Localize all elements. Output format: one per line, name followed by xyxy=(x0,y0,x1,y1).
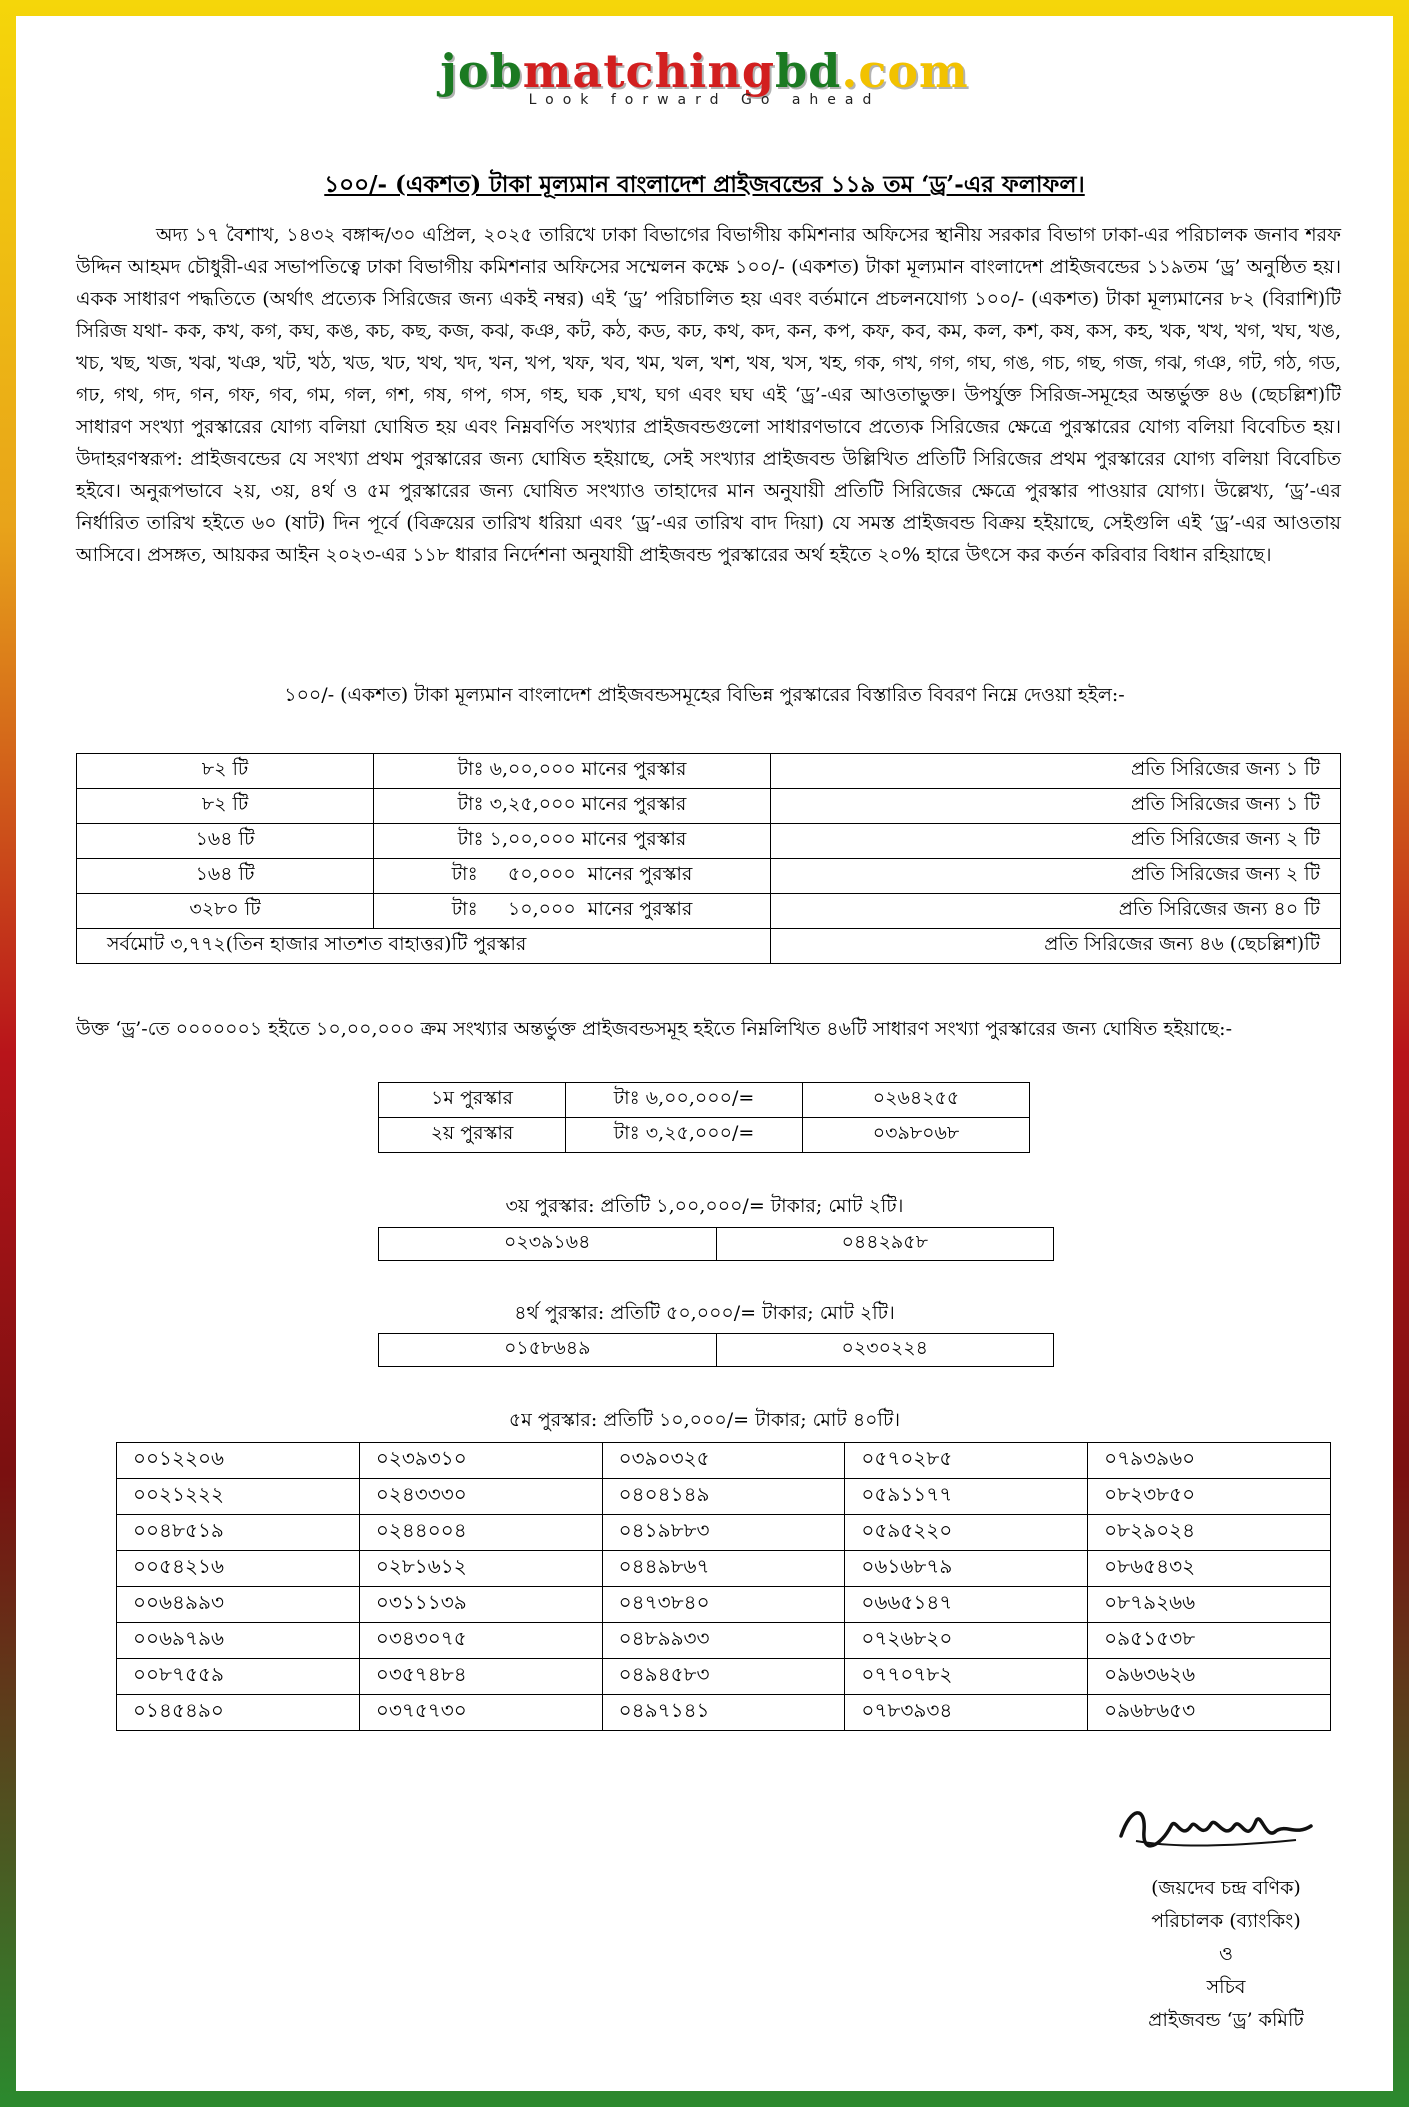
fourth-prize-table xyxy=(378,1333,1054,1367)
prize-count: ৮২ টি xyxy=(77,789,374,824)
signatory-committee: প্রাইজবন্ড ‘ড্র’ কমিটি xyxy=(1148,2009,1304,2031)
signatory-block xyxy=(1096,1872,1356,2037)
prize-value: টাঃ ১০,০০০ মানের পুরস্কার xyxy=(374,894,771,929)
winning-number: ০৮২৯০২৪ xyxy=(1088,1515,1331,1551)
table-row xyxy=(77,824,1341,859)
table-row xyxy=(77,754,1341,789)
signatory-and: ও xyxy=(1219,1943,1233,1965)
winning-number: ০২৩৯৩১০ xyxy=(359,1443,602,1479)
logo-wordmark xyxy=(16,44,1393,98)
logo-part-job: job xyxy=(440,44,523,98)
winning-number: ০৪৭৩৮৪০ xyxy=(602,1587,845,1623)
winning-number: ০২৩০২২৪ xyxy=(716,1334,1054,1367)
prize-per-series: প্রতি সিরিজের জন্য ৪০ টি xyxy=(771,894,1341,929)
intro-paragraph: অদ্য ১৭ বৈশাখ, ১৪৩২ বঙ্গাব্দ/৩০ এপ্রিল, ২০২৫ তারিখে ঢাকা বিভাগের বিভাগীয় কমিশনার অফিসের স্থানীয় সরকার বিভাগ ঢাকা-এর পরিচালক জনাব শরফ উদ্দিন আহমদ চৌধুরী-এর সভাপতিত্বে ঢাকা বিভাগীয় কমিশনার অফিসের সম্মেলন কক্ষে ১০০/- (একশত) টাকা মূল্যমান বাংলাদেশ প্রাইজবন্ডের ১১৯তম ‘ড্র’ অনুষ্ঠিত হয়। একক সাধারণ পদ্ধতিতে (অর্থাৎ প্রত্যেক সিরিজের জন্য একই নম্বর) এই ‘ড্র’ পরিচালিত হয় এবং বর্তমানে প্রচলনযোগ্য ১০০/- (একশত) টাকা মূল্যমানের ৮২ (বিরাশি)টি সিরিজ যথা- কক, কখ, কগ, কঘ, কঙ, কচ, কছ, কজ, কঝ, কঞ, কট, কঠ, কড, কঢ, কথ, কদ, কন, কপ, কফ, কব, কম, কল, কশ, কষ, কস, কহ, খক, খখ, খগ, খঘ, খঙ, খচ, খছ, খজ, খঝ, খঞ, খট, খঠ, খড, খঢ, খথ, খদ, খন, খপ, খফ, খব, খম, খল, খশ, খষ, খস, খহ, গক, গখ, গগ, গঘ, গঙ, গচ, গছ, গজ, গঝ, গঞ, গট, গঠ, গড, গঢ, গথ, গদ, গন, গফ, গব, গম, গল, গশ, গষ, গপ, গস, গহ, ঘক ,ঘখ, ঘগ এবং ঘঘ এই ‘ড্র’-এর আওতাভুক্ত। উপর্যুক্ত সিরিজ-সমূহের অন্তর্ভুক্ত ৪৬ (ছেচল্লিশ)টি সাধারণ সংখ্যা পুরস্কারের যোগ্য বলিয়া ঘোষিত হয় এবং নিম্নবর্ণিত সংখ্যার প্রাইজবন্ডগুলো সাধারণভাবে প্রত্যেক সিরিজের ক্ষেত্রে পুরস্কারের যোগ্য বলিয়া বিবেচিত হয়। উদাহরণস্বরূপ: প্রাইজবন্ডের যে সংখ্যা প্রথম পুরস্কারের জন্য ঘোষিত হইয়াছে, সেই সংখ্যার প্রাইজবন্ড উল্লিখিত প্রতিটি সিরিজের প্রথম পুরস্কারের যোগ্য বলিয়া বিবেচিত হইবে। অনুরূপভাবে ২য়, ৩য়, ৪র্থ ও ৫ম পুরস্কারের জন্য ঘোষিত সংখ্যাও তাহাদের মান অনুযায়ী প্রতিটি সিরিজের ক্ষেত্রে পুরস্কার পাওয়ার যোগ্য। উল্লেখ্য, ‘ড্র’-এর নির্ধারিত তারিখ হইতে ৬০ (ষাট) দিন পূর্বে (বিক্রয়ের তারিখ ধরিয়া এবং ‘ড্র’-এর তারিখ বাদ দিয়া) যে সমস্ত প্রাইজবন্ড বিক্রয় হইয়াছে, সেইগুলি এই ‘ড্র’-এর আওতায় আসিবে। প্রসঙ্গত, আয়কর আইন ২০২৩-এর ১১৮ ধারার নির্দেশনা অনুযায়ী প্রাইজবন্ড পুরস্কারের অর্থ হইতে ২০% হারে উৎসে কর কর্তন করিবার বিধান রহিয়াছে। xyxy=(76,224,1341,566)
winning-number: ০৯৬৩৬২৬ xyxy=(1088,1659,1331,1695)
prize-total-label: সর্বমোট ৩,৭৭২(তিন হাজার সাতশত বাহাত্তর)টি পুরস্কার xyxy=(77,929,771,964)
document-title: ১০০/- (একশত) টাকা মূল্যমান বাংলাদেশ প্রাইজবন্ডের ১১৯ তম ‘ড্র’-এর ফলাফল। xyxy=(324,171,1085,198)
prize-value: টাঃ ৫০,০০০ মানের পুরস্কার xyxy=(374,859,771,894)
table-row xyxy=(77,859,1341,894)
winning-number: ০৯৫১৫৩৮ xyxy=(1088,1623,1331,1659)
table-row xyxy=(117,1695,1331,1731)
winning-number: ০৪৯৪৫৮৩ xyxy=(602,1659,845,1695)
table-row xyxy=(77,789,1341,824)
winning-number: ০৩৭৫৭৩০ xyxy=(359,1695,602,1731)
table-row xyxy=(117,1587,1331,1623)
signatory-title: সচিব xyxy=(1206,1976,1246,1998)
winning-number: ০৩৫৭৪৮৪ xyxy=(359,1659,602,1695)
winning-number: ০৬১৬৮৭৯ xyxy=(845,1551,1088,1587)
winning-number: ০৭৯৩৯৬০ xyxy=(1088,1443,1331,1479)
winning-number: ০৮২৩৮৫০ xyxy=(1088,1479,1331,1515)
winning-number: ০৫৭০২৮৫ xyxy=(845,1443,1088,1479)
table-row xyxy=(117,1551,1331,1587)
winning-number: ০৭৭০৭৮২ xyxy=(845,1659,1088,1695)
prize-name: ২য় পুরস্কার xyxy=(379,1118,566,1153)
winning-number: ০০৪৮৫১৯ xyxy=(117,1515,360,1551)
winning-number: ০৩৯০৩২৫ xyxy=(602,1443,845,1479)
site-logo[interactable] xyxy=(16,44,1393,108)
table-row xyxy=(117,1443,1331,1479)
prize-structure-table xyxy=(76,753,1341,964)
winning-number: ০১৪৫৪৯০ xyxy=(117,1695,360,1731)
winning-number: ০৭৮৩৯৩৪ xyxy=(845,1695,1088,1731)
prize-count: ১৬৪ টি xyxy=(77,824,374,859)
winning-number: ০০২১২২২ xyxy=(117,1479,360,1515)
winning-number: ০০৮৭৫৫৯ xyxy=(117,1659,360,1695)
prize-details-intro: ১০০/- (একশত) টাকা মূল্যমান বাংলাদেশ প্রাইজবন্ডসমূহের বিভিন্ন পুরস্কারের বিস্তারিত বিবরণ নিম্নে দেওয়া হইল:- xyxy=(284,684,1125,706)
winning-number: ০০৬৪৯৯৩ xyxy=(117,1587,360,1623)
winning-number: ০৯৬৮৬৫৩ xyxy=(1088,1695,1331,1731)
fourth-prize-label: ৪র্থ পুরস্কার: প্রতিটি ৫০,০০০/= টাকার; মোট ২টি। xyxy=(514,1302,895,1324)
logo-tagline: Look forward Go ahead xyxy=(528,92,881,108)
table-row xyxy=(379,1083,1030,1118)
winning-number: ০২৮১৬১২ xyxy=(359,1551,602,1587)
fifth-prize-label: ৫ম পুরস্কার: প্রতিটি ১০,০০০/= টাকার; মোট ৪০টি। xyxy=(508,1409,901,1431)
winning-number: ০৪১৯৮৮৩ xyxy=(602,1515,845,1551)
top-prizes-table xyxy=(378,1082,1030,1153)
signatory-name: (জয়দেব চন্দ্র বণিক) xyxy=(1151,1877,1301,1899)
third-prize-table xyxy=(378,1227,1054,1261)
winning-number: ০৫৯১১৭৭ xyxy=(845,1479,1088,1515)
table-row xyxy=(117,1479,1331,1515)
winning-number: ০৮৬৫৪৩২ xyxy=(1088,1551,1331,1587)
winning-number: ০৪৪২৯৫৮ xyxy=(716,1228,1054,1261)
prize-total-per-series: প্রতি সিরিজের জন্য ৪৬ (ছেচল্লিশ)টি xyxy=(771,929,1341,964)
table-row-total xyxy=(77,929,1341,964)
prize-count: ৮২ টি xyxy=(77,754,374,789)
signatory-title: পরিচালক (ব্যাংকিং) xyxy=(1151,1910,1301,1932)
winning-number: ০০৫৪২১৬ xyxy=(117,1551,360,1587)
winning-number: ০৩৪৩০৭৫ xyxy=(359,1623,602,1659)
prize-value: টাঃ ৩,২৫,০০০ মানের পুরস্কার xyxy=(374,789,771,824)
prize-amount: টাঃ ৩,২৫,০০০/= xyxy=(566,1118,803,1153)
logo-part-com: .com xyxy=(841,44,969,98)
table-row xyxy=(117,1515,1331,1551)
winning-number: ০৪৯৭১৪১ xyxy=(602,1695,845,1731)
winning-number: ০৪০৪১৪৯ xyxy=(602,1479,845,1515)
winning-number: ০২৪৪০০৪ xyxy=(359,1515,602,1551)
prize-per-series: প্রতি সিরিজের জন্য ২ টি xyxy=(771,859,1341,894)
table-row xyxy=(379,1334,1054,1367)
prize-amount: টাঃ ৬,০০,০০০/= xyxy=(566,1083,803,1118)
winning-number: ০০১২২০৬ xyxy=(117,1443,360,1479)
prize-count: ১৬৪ টি xyxy=(77,859,374,894)
prize-name: ১ম পুরস্কার xyxy=(379,1083,566,1118)
table-row xyxy=(379,1228,1054,1261)
prize-per-series: প্রতি সিরিজের জন্য ২ টি xyxy=(771,824,1341,859)
prize-per-series: প্রতি সিরিজের জন্য ১ টি xyxy=(771,789,1341,824)
prize-value: টাঃ ৬,০০,০০০ মানের পুরস্কার xyxy=(374,754,771,789)
winning-number: ০০৬৯৭৯৬ xyxy=(117,1623,360,1659)
logo-part-matching: matching xyxy=(522,44,776,98)
winning-number: ০৪৮৯৯৩৩ xyxy=(602,1623,845,1659)
fifth-prize-table xyxy=(116,1442,1331,1731)
table-row xyxy=(117,1659,1331,1695)
winning-number: ০৮৭৯২৬৬ xyxy=(1088,1587,1331,1623)
logo-part-bd: bd xyxy=(775,44,842,98)
prize-count: ৩২৮০ টি xyxy=(77,894,374,929)
prize-per-series: প্রতি সিরিজের জন্য ১ টি xyxy=(771,754,1341,789)
winning-number: ০১৫৮৬৪৯ xyxy=(379,1334,717,1367)
third-prize-label: ৩য় পুরস্কার: প্রতিটি ১,০০,০০০/= টাকার; মোট ২টি। xyxy=(505,1195,904,1217)
handwritten-signature xyxy=(1116,1796,1316,1856)
prize-value: টাঃ ১,০০,০০০ মানের পুরস্কার xyxy=(374,824,771,859)
winning-number: ০৫৯৫২২০ xyxy=(845,1515,1088,1551)
table-row xyxy=(117,1623,1331,1659)
winning-number: ০৬৬৫১৪৭ xyxy=(845,1587,1088,1623)
document-page xyxy=(16,16,1393,2091)
winning-number: ০৩১১১৩৯ xyxy=(359,1587,602,1623)
winning-number: ০৪৪৯৮৬৭ xyxy=(602,1551,845,1587)
winning-number: ০৭২৬৮২০ xyxy=(845,1623,1088,1659)
winning-number: ০৩৯৮০৬৮ xyxy=(803,1118,1030,1153)
winning-number: ০২৬৪২৫৫ xyxy=(803,1083,1030,1118)
winning-number: ০২৩৯১৬৪ xyxy=(379,1228,717,1261)
winning-number: ০২৪৩৩৩০ xyxy=(359,1479,602,1515)
table-row xyxy=(379,1118,1030,1153)
table-row xyxy=(77,894,1341,929)
winners-intro: উক্ত ‘ড্র’-তে ০০০০০০১ হইতে ১০,০০,০০০ ক্রম সংখ্যার অন্তর্ভুক্ত প্রাইজবন্ডসমূহ হইতে নিম্নলিখিত ৪৬টি সাধারণ সংখ্যা পুরস্কারের জন্য ঘোষিত হইয়াছে:- xyxy=(76,1018,1232,1040)
